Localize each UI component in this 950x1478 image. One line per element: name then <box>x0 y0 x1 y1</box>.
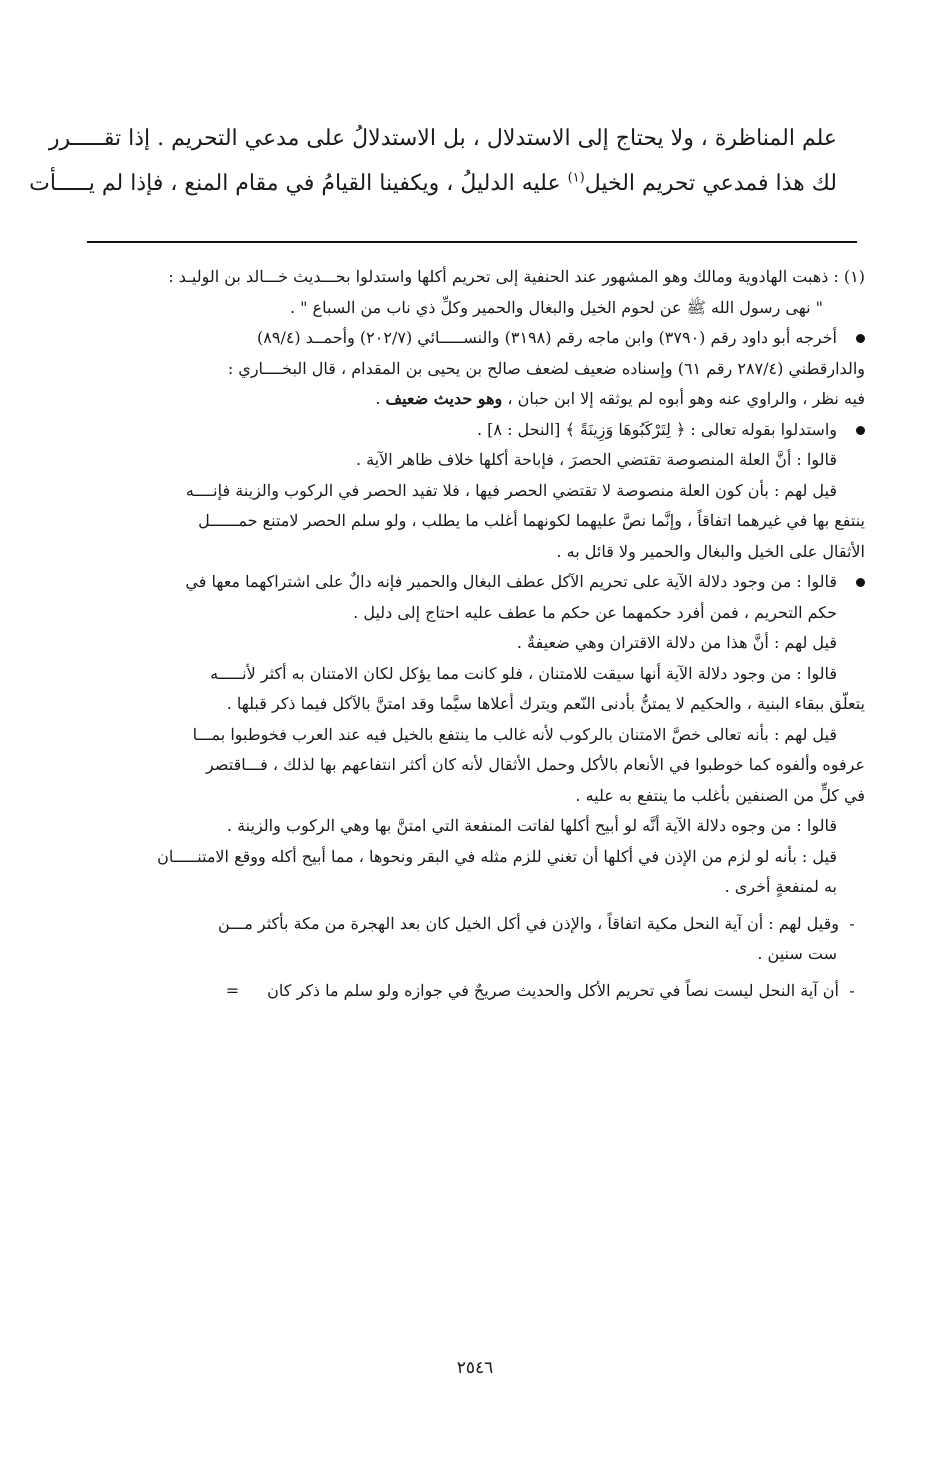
qalu-2-line-1 <box>93 567 865 598</box>
qalu-1: قالوا : أنَّ العلة المنصوصة تقتضي الحصرَ ، فإباحة أكلها خلاف ظاهر الآية . <box>355 450 837 469</box>
qalu-3-line-1: قالوا : من وجود دلالة الآية أنها سيقت للامتنان ، فلو كانت مما يؤكل لكان الامتنان به أكثر لأنـــــه <box>210 663 837 683</box>
dash-item-1-text: وقيل لهم : أن آية النحل مكية اتفاقاً ، والإذن في أكل الخيل كان بعد الهجرة من مكة بأكثر مـــن <box>218 913 839 933</box>
footnote-separator <box>87 241 857 243</box>
qalu-2-line-2: حكم التحريم ، فمن أفرد حكمهما عن حكم ما عطف عليه احتاج إلى دليل . <box>353 602 837 622</box>
dash-item-2-text: أن آية النحل ليست نصاً في تحريم الأكل والحديث صريحٌ في جوازه ولو سلم ما ذكر كان <box>267 980 839 1000</box>
takhrij-line-1 <box>93 323 865 354</box>
verse-line <box>93 415 865 446</box>
takhrij-line-2: والدارقطني (٢٨٧/٤ رقم ٦١) وإسناده ضعيف لضعف صالح بن يحيى بن المقدام ، قال البخــــاري : <box>227 358 865 378</box>
page-number: ٢٥٤٦ <box>456 1358 494 1378</box>
qil-2: قيل لهم : أنَّ هذا من دلالة الاقتران وهي ضعيفةٌ . <box>516 633 837 652</box>
dash-item-2 <box>93 976 865 1007</box>
main-text-line-2-end: عليه الدليلُ ، ويكفينا القيامُ في مقام المنع ، فإذا لم يـــــأت <box>29 171 568 196</box>
qil-1-line-1: قيل لهم : بأن كون العلة منصوصة لا تقتضي الحصر فيها ، فلا تفيد الحصر في الركوب والزينة فإنــــه <box>185 480 837 500</box>
takhrij-line-3-text: فيه نظر ، والراوي عنه وهو أبوه لم يوثقه إلا ابن حبان ، <box>502 389 865 408</box>
takhrij-line-3 <box>93 384 865 415</box>
bullet-icon <box>856 426 865 435</box>
qalu-2-line-1-text: قالوا : من وجود دلالة الآية على تحريم الآكل عطف البغال والحمير فإنه دالٌ على اشتراكهما معها في <box>185 572 837 591</box>
takhrij-line-1-text: أخرجه أبو داود رقم (٣٧٩٠) وابن ماجه رقم (٣١٩٨) والنســـــائي (٢٠٢/٧) وأحمــد (٨٩/٤) <box>257 328 837 347</box>
bullet-icon <box>856 578 865 587</box>
footnote-ref-1[interactable]: (١) <box>567 170 585 186</box>
main-text <box>29 116 837 206</box>
qil-3-line-1: قيل لهم : بأنه تعالى خصَّ الامتنان بالركوب لأنه غالب ما ينتفع بالخيل فيه عند العرب فخوطبوا بمـــا <box>192 724 837 744</box>
takhrij-line-3-end: . <box>375 389 386 408</box>
dash-item-1-line-2: ست سنين . <box>757 944 837 963</box>
continued-mark: = <box>225 980 240 1000</box>
dash-item-1-line-1 <box>93 909 865 940</box>
dash-icon: - <box>849 980 855 1000</box>
qil-1-line-2: ينتفع بها في غيرهما اتفاقاً ، وإنَّما نصَّ عليهما لكونهما أغلب ما يطلب ، ولو سلم الحصر لامتنع حمــــــل <box>198 511 865 530</box>
qalu-3-line-2: يتعلّق ببقاء البنية ، والحكيم لا يمتنُّ بأدنى النّعم ويترك أعلاها سيَّما وقد امتنَّ بالآكل فيما ذكر قبلها . <box>226 694 865 713</box>
main-text-line-2 <box>29 161 837 206</box>
dash-icon: - <box>849 913 855 933</box>
main-text-line-1: علم المناظرة ، ولا يحتاج إلى الاستدلال ، بل الاستدلالُ على مدعي التحريم . إذا تقـــــرر <box>48 126 837 151</box>
footnote-1-line-2: " نهى رسول الله ﷺ عن لحوم الخيل والبغال والحمير وكلِّ ذي ناب من السباع " . <box>289 297 823 317</box>
qalu-4: قالوا : من وجوه دلالة الآية أنَّه لو أبيح أكلها لفاتت المنفعة التي امتنَّ بها وهي الركوب والزينة . <box>226 816 837 835</box>
qil-4-line-1: قيل : بأنه لو لزم من الإذن في أكلها أن تغني للزم مثله في البقر ونحوها ، مما أبيح أكله ووقع الامتنـــــان <box>157 846 837 866</box>
qil-3-line-3: في كلٍّ من الصنفين بأغلب ما ينتفع به عليه . <box>575 785 865 805</box>
main-text-line-2-start: لك هذا فمدعي تحريم الخيل <box>584 171 837 196</box>
qil-3-line-2: عرفوه وألفوه كما خوطبوا في الأنعام بالأكل وحمل الأثقال لأنه كان أكثر انتفاعهم بها لذلك ، فـــاقتصر <box>206 755 865 774</box>
qil-4-line-2: به لمنفعةٍ أخرى . <box>724 877 837 896</box>
weak-hadith-verdict: وهو حديث ضعيف <box>385 389 503 408</box>
footnotes <box>93 262 865 1006</box>
verse-line-text: واستدلوا بقوله تعالى : ﴿ لِتَرْكَبُوهَا وَزِينَةً ﴾ [النحل : ٨] . <box>476 419 837 439</box>
footnote-1-line-1: (١) : ذهبت الهادوية ومالك وهو المشهور عند الحنفية إلى تحريم أكلها واستدلوا بحـــديث خـــالد بن الوليـد : <box>168 267 865 286</box>
bullet-icon <box>856 334 865 343</box>
qil-1-line-3: الأثقال على الخيل والبغال والحمير ولا قائل به . <box>556 541 865 561</box>
